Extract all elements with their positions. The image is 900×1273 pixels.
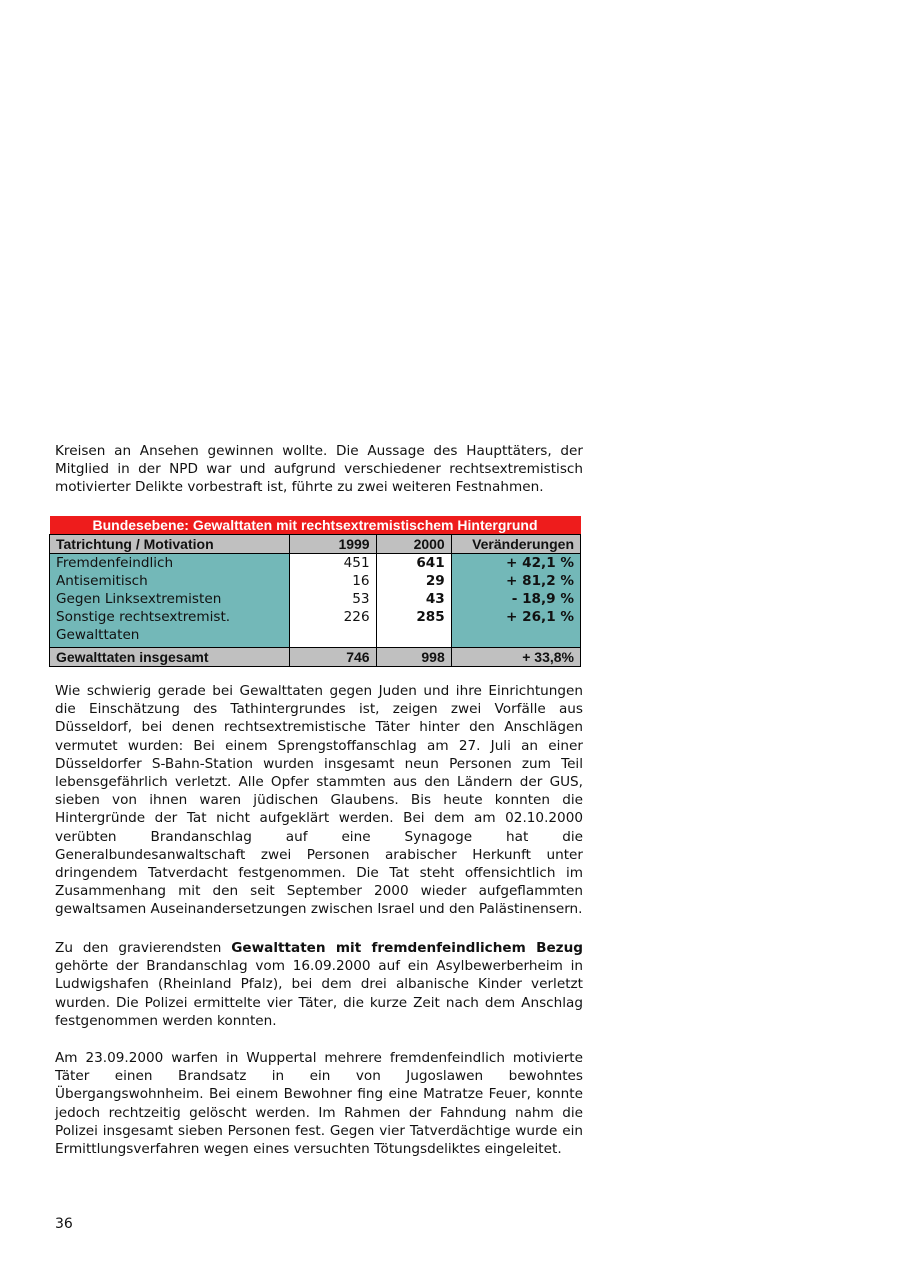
row-change: - 18,9 % [451,590,580,608]
row-value-2000: 43 [376,590,451,608]
row-label: Fremdenfeindlich [50,554,290,573]
total-label: Gewalttaten insgesamt [50,648,290,667]
paragraph-bold-phrase: Gewalttaten mit fremdenfeindlichem Bezug [231,940,583,956]
paragraph-text: Zu den gravierendsten [55,940,232,956]
paragraph-duesseldorf: Wie schwierig gerade bei Gewalttaten gegen Juden und ihre Einrichtungen die Einschätzung des Tathintergrundes ist, zeigen zwei Vorfälle aus Düsseldorf, bei denen rechtsextremistische Täter hinter den Anschlägen vermutet wurden: Bei einem Sprengstoffanschlag am 27. Juli an einer Düsseldorfer S-Bahn-Station wurden insgesamt neun Personen zum Teil lebensgefährlich verletzt. Alle Opfer stammten aus den Ländern der GUS, sieben von ihnen waren jüdischen Glaubens. Bis heute konnten die Hintergründe der Tat nicht aufgeklärt werden. Bei dem am 02.10.2000 verübten Brandanschlag auf eine Synagoge hat die Generalbundesanwaltschaft zwei Personen arabischer Herkunft unter dringendem Tatverdacht festgenommen. Die Tat steht offensichtlich im Zusammenhang mit den seit September 2000 wieder aufgeflammten gewaltsamen Auseinandersetzungen zwischen Israel und den Palästinensern. [55,683,583,918]
total-1999: 746 [290,648,376,667]
paragraph-ludwigshafen [55,939,583,1030]
row-change: + 42,1 % [451,554,580,573]
table-header-row [50,535,581,554]
row-value-2000: 641 [376,554,451,573]
header-motivation: Tatrichtung / Motivation [50,535,290,554]
row-value-2000: 285 [376,608,451,644]
paragraph-wuppertal: Am 23.09.2000 warfen in Wuppertal mehrere fremdenfeindlich motivierte Täter einen Brandsatz in ein von Jugoslawen bewohntes Übergangswohnheim. Bei einem Bewohner fing eine Matratze Feuer, konnte jedoch rechtzeitig gelöscht werden. Im Rahmen der Fahndung nahm die Polizei insgesamt sieben Personen fest. Gegen vier Tatverdächtige wurde ein Ermittlungsverfahren wegen eines versuchten Tötungsdeliktes eingeleitet. [55,1050,583,1158]
header-1999: 1999 [290,535,376,554]
table-row [50,590,581,608]
page-number: 36 [55,1216,73,1232]
paragraph-text: gehörte der Brandanschlag vom 16.09.2000 auf ein Asylbewerberheim in Ludwigshafen (Rheinland Pfalz), bei dem drei albanische Kinder verletzt wurden. Die Polizei ermittelte vier Täter, die kurze Zeit nach dem Anschlag festgenommen werden konnten. [55,958,583,1029]
total-2000: 998 [376,648,451,667]
table-total-row [50,648,581,667]
paragraph-intro: Kreisen an Ansehen gewinnen wollte. Die Aussage des Haupttäters, der Mitglied in der NPD war und aufgrund verschiedener rechtsextremistisch motivierter Delikte vorbestraft ist, führte zu zwei weiteren Festnahmen. [55,443,583,496]
table-title-row [50,516,581,535]
row-label: Gegen Linksextremisten [50,590,290,608]
total-change: + 33,8% [451,648,580,667]
row-value-1999: 226 [290,608,376,644]
violence-statistics-table [49,516,581,667]
row-change: + 81,2 % [451,572,580,590]
row-label: Antisemitisch [50,572,290,590]
row-label: Sonstige rechtsextremist. Gewalttaten [50,608,290,644]
table-title: Bundesebene: Gewalttaten mit rechtsextremistischem Hintergrund [50,516,581,535]
table-row [50,608,581,644]
table-row [50,572,581,590]
row-value-1999: 16 [290,572,376,590]
row-value-2000: 29 [376,572,451,590]
header-2000: 2000 [376,535,451,554]
row-value-1999: 451 [290,554,376,573]
row-value-1999: 53 [290,590,376,608]
header-change: Veränderungen [451,535,580,554]
row-change: + 26,1 % [451,608,580,644]
table-row [50,554,581,573]
